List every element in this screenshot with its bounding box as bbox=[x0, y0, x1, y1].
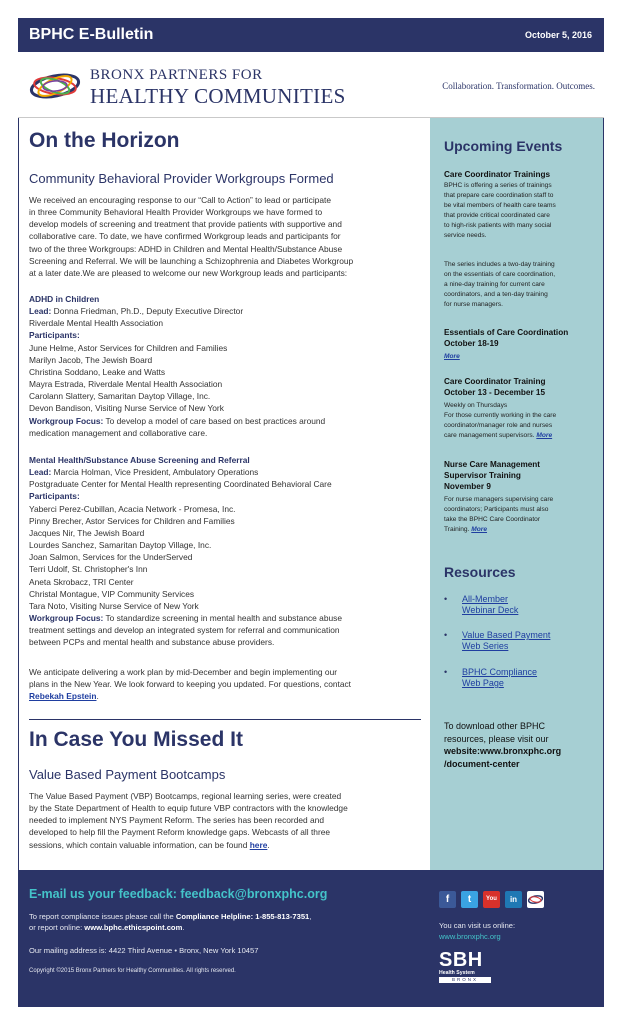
participant: Joan Salmon, Services for the UnderServed bbox=[29, 552, 193, 563]
sidebar bbox=[430, 118, 603, 870]
event-desc-cct bbox=[444, 181, 599, 240]
desc-line: a nine-day training for current care bbox=[444, 280, 545, 288]
copyright: Copyright ©2015 Bronx Partners for Healthy Communities. All rights reserved. bbox=[29, 968, 236, 974]
ncm-title: Nurse Care Management bbox=[444, 460, 541, 469]
footer bbox=[18, 870, 604, 1007]
tagline: Collaboration. Transformation. Outcomes. bbox=[442, 81, 595, 91]
cctr-title: Care Coordinator Training bbox=[444, 377, 546, 386]
sbh-logo-bar: BRONX bbox=[439, 977, 491, 983]
feedback-email[interactable]: E-mail us your feedback: feedback@bronxphc.org bbox=[29, 887, 328, 901]
desc-line: Weekly on Thursdays bbox=[444, 402, 508, 409]
mh-heading: Mental Health/Substance Abuse Screening and Referral bbox=[29, 455, 250, 465]
participant: Jacques Nir, The Jewish Board bbox=[29, 527, 145, 538]
participant: Marilyn Jacob, The Jewish Board bbox=[29, 354, 153, 365]
download-website[interactable]: website:www.bronxphc.org bbox=[444, 746, 562, 756]
event-title-ncm bbox=[444, 459, 599, 492]
bullet-icon: • bbox=[444, 630, 448, 640]
ecc-more-wrap bbox=[444, 352, 599, 362]
focus-text: To standardize screening in mental health and substance abuse bbox=[103, 613, 342, 624]
desc-line: coordinator/manager role and nurses bbox=[444, 421, 553, 429]
participant: Lourdes Sanchez, Samaritan Daytop Village, Inc. bbox=[29, 540, 212, 551]
resource-line: Webinar Deck bbox=[462, 605, 519, 615]
focus-text: medication management and collaborative care. bbox=[29, 427, 208, 438]
twitter-icon[interactable]: t bbox=[461, 891, 478, 908]
header bbox=[18, 52, 604, 118]
lead-name: Donna Friedman, Ph.D., Deputy Executive Director bbox=[51, 306, 244, 317]
event-title-ecc bbox=[444, 327, 599, 349]
ncm-more-link[interactable]: More bbox=[471, 525, 488, 533]
focus-label: Workgroup Focus: bbox=[29, 613, 104, 624]
desc-line: that provide critical coordinated care bbox=[444, 211, 550, 219]
event-title-cctr bbox=[444, 376, 599, 398]
resource-line: Web Page bbox=[462, 678, 504, 688]
adhd-heading: ADHD in Children bbox=[29, 294, 100, 304]
cctr-more-link[interactable]: More bbox=[536, 431, 553, 439]
compliance-helpline: Compliance Helpline: 1-855-813-7351 bbox=[175, 912, 310, 921]
intro-line: at a later date.We are pleased to welcome our new Workgroup leads and participants: bbox=[29, 267, 348, 278]
participant: Mayra Estrada, Riverdale Mental Health Association bbox=[29, 379, 223, 390]
contact-link[interactable]: Rebekah Epstein bbox=[29, 691, 97, 702]
desc-line: service needs. bbox=[444, 231, 487, 239]
main-content bbox=[19, 118, 430, 870]
sbh-logo bbox=[439, 950, 491, 986]
participant: June Helme, Astor Services for Children and Families bbox=[29, 342, 228, 353]
download-line: To download other BPHC bbox=[444, 721, 546, 731]
webcasts-here-link[interactable]: here bbox=[249, 839, 268, 850]
mh-workgroup bbox=[29, 454, 425, 649]
resource-line: BPHC Compliance bbox=[462, 667, 538, 677]
focus-text: To develop a model of care based on best practices around bbox=[103, 415, 326, 426]
intro-paragraph bbox=[29, 194, 425, 279]
desc-line: BPHC is offering a series of trainings bbox=[444, 182, 552, 189]
mailing-address: Our mailing address is: 4422 Third Avenue • Bronx, New York 10457 bbox=[29, 946, 259, 955]
event-desc-ncm bbox=[444, 495, 599, 535]
events-title: Upcoming Events bbox=[444, 138, 563, 154]
lead-org: Riverdale Mental Health Association bbox=[29, 318, 164, 329]
ncm-date: November 9 bbox=[444, 482, 491, 491]
cctr-date: October 13 - December 15 bbox=[444, 388, 546, 397]
online-post: . bbox=[182, 923, 185, 932]
org-name-line2: HEALTHY COMMUNITIES bbox=[90, 84, 346, 108]
section-title-horizon: On the Horizon bbox=[29, 129, 180, 152]
closing-paragraph bbox=[29, 666, 425, 702]
event-desc2-cct bbox=[444, 260, 599, 310]
event-title-cct: Care Coordinator Trainings bbox=[444, 170, 550, 179]
vbp-line: The Value Based Payment (VBP) Bootcamps, regional learning series, were created bbox=[29, 791, 342, 801]
intro-line: We received an encouraging response to our “Call to Action” to lead or participate bbox=[29, 195, 331, 205]
participant: Terri Udolf, St. Christopher's Inn bbox=[29, 564, 148, 575]
lead-name: Marcia Holman, Vice President, Ambulatory Operations bbox=[51, 467, 259, 478]
desc-line: for nurse managers. bbox=[444, 300, 504, 308]
desc-line: be vital members of health care teams bbox=[444, 201, 556, 209]
bullet-icon: • bbox=[444, 667, 448, 677]
ncm-title: Supervisor Training bbox=[444, 471, 521, 480]
bulletin-title: BPHC E-Bulletin bbox=[29, 26, 154, 43]
closing-line: We anticipate delivering a work plan by mid-December and begin implementing our bbox=[29, 667, 338, 677]
top-bar bbox=[18, 18, 604, 52]
vbp-line: by the State Department of Health to equip future VBP contractors with the knowledge bbox=[29, 803, 348, 814]
bullet-icon: • bbox=[444, 594, 448, 604]
intro-line: Screening and Referral. We will be launching a Schizophrenia and Diabetes Workgroup bbox=[29, 255, 354, 266]
desc-line: take the BPHC Care Coordinator bbox=[444, 515, 541, 523]
intro-line: in three Community Behavioral Health Provider Workgroups we have formed to bbox=[29, 207, 323, 218]
ecc-date: October 18-19 bbox=[444, 339, 499, 348]
linkedin-icon[interactable]: in bbox=[505, 891, 522, 908]
download-note bbox=[444, 720, 599, 770]
lead-label: Lead: bbox=[29, 467, 52, 478]
resource-link-vbp[interactable] bbox=[462, 630, 592, 652]
intro-line: two of the three Workgroups: ADHD in Children and Mental Health/Substance Abuse bbox=[29, 243, 343, 254]
resource-line: All-Member bbox=[462, 594, 509, 604]
youtube-icon[interactable]: You bbox=[483, 891, 500, 908]
online-pre: or report online: bbox=[29, 923, 85, 932]
resource-line: Web Series bbox=[462, 641, 509, 651]
vbp-end: . bbox=[267, 839, 270, 850]
event-desc-cctr bbox=[444, 401, 599, 441]
desc-line: Training. bbox=[444, 525, 472, 533]
ecc-title: Essentials of Care Coordination bbox=[444, 328, 569, 337]
desc-line: to high-risk patients with many social bbox=[444, 221, 552, 229]
adhd-workgroup bbox=[29, 293, 425, 439]
resources-title: Resources bbox=[444, 564, 516, 580]
article-subtitle-workgroups: Community Behavioral Provider Workgroups Formed bbox=[29, 171, 334, 186]
download-path: /document-center bbox=[444, 758, 520, 769]
participant: Tara Noto, Visiting Nurse Service of New York bbox=[29, 600, 199, 611]
participant: Carolann Slattery, Samaritan Daytop Village, Inc. bbox=[29, 391, 211, 402]
contact-end: . bbox=[96, 691, 99, 702]
resource-line: Value Based Payment bbox=[462, 630, 551, 640]
resource-link-compliance[interactable] bbox=[462, 667, 592, 689]
vbp-line: sessions, which contain valuable information, can be found bbox=[29, 839, 250, 850]
lead-label: Lead: bbox=[29, 306, 52, 317]
org-name-line1: BRONX PARTNERS FOR bbox=[90, 67, 263, 83]
closing-line: plans in the New Year. We look forward to keeping you updated. For questions, contact bbox=[29, 679, 352, 690]
resource-link-webinar[interactable] bbox=[462, 594, 592, 616]
desc-line: The series includes a two-day training bbox=[444, 261, 555, 268]
participant: Aneta Skrobacz, TRI Center bbox=[29, 576, 134, 587]
facebook-icon[interactable]: f bbox=[439, 891, 456, 908]
desc-line: on the essentials of care coordination, bbox=[444, 270, 556, 278]
ethicspoint-link[interactable]: www.bphc.ethicspoint.com bbox=[84, 923, 183, 932]
section-divider bbox=[29, 719, 421, 720]
participant: Pinny Brecher, Astor Services for Children and Families bbox=[29, 515, 235, 526]
participants-label: Participants: bbox=[29, 491, 80, 502]
visit-label: You can visit us online: bbox=[439, 921, 516, 930]
desc-line: For those currently working in the care bbox=[444, 411, 557, 419]
desc-line: For nurse managers supervising care bbox=[444, 496, 554, 503]
desc-line: that prepare care coordination staff to bbox=[444, 191, 554, 199]
compliance-post: , bbox=[309, 912, 312, 921]
bphc-logo-icon bbox=[28, 66, 82, 106]
bphc-site-icon[interactable] bbox=[527, 891, 544, 908]
online-report-line bbox=[29, 922, 184, 933]
ecc-more-link[interactable]: More bbox=[444, 353, 460, 360]
sbh-logo-sub: Health System bbox=[439, 970, 475, 976]
bulletin-date: October 5, 2016 bbox=[524, 30, 592, 40]
focus-text: treatment settings and develop an integrated system for referral and communication bbox=[29, 625, 340, 636]
download-line: resources, please visit our bbox=[444, 733, 549, 744]
article-subtitle-vbp: Value Based Payment Bootcamps bbox=[29, 767, 226, 782]
lead-org: Postgraduate Center for Mental Health representing Coordinated Behavioral Care bbox=[29, 479, 332, 490]
participants-label: Participants: bbox=[29, 330, 80, 341]
focus-label: Workgroup Focus: bbox=[29, 415, 104, 426]
vbp-paragraph bbox=[29, 790, 425, 851]
intro-line: develop models of screening and treatment that provide patients with supportive and bbox=[29, 219, 342, 230]
bphc-logo-small-icon bbox=[527, 891, 544, 908]
vbp-line: needed to implement NYS Payment Reform. The series has been recorded and bbox=[29, 815, 324, 826]
intro-line: collaborative care. To date, we have confirmed Workgroup leads and participants for bbox=[29, 231, 341, 242]
participant: Devon Bandison, Visiting Nurse Service of New York bbox=[29, 403, 224, 414]
section-title-missed: In Case You Missed It bbox=[29, 728, 243, 751]
participant: Christal Montague, VIP Community Services bbox=[29, 588, 195, 599]
participant: Yaberci Perez-Cubillan, Acacia Network - Promesa, Inc. bbox=[29, 503, 236, 514]
desc-line: coordinators, and a ten-day training bbox=[444, 290, 548, 298]
desc-line: coordinators; Participants must also bbox=[444, 505, 549, 513]
compliance-line bbox=[29, 911, 311, 922]
vbp-line: developed to help fill the Payment Reform knowledge gaps. Webcasts of all three bbox=[29, 827, 331, 838]
website-link[interactable]: www.bronxphc.org bbox=[439, 932, 501, 941]
participant: Christina Soddano, Leake and Watts bbox=[29, 366, 166, 377]
desc-line: care management supervisors. bbox=[444, 431, 537, 439]
compliance-pre: To report compliance issues please call the bbox=[29, 912, 176, 921]
focus-text: between PCPs and mental health and substance abuse providers. bbox=[29, 637, 275, 648]
sbh-logo-text: SBH bbox=[439, 949, 483, 971]
